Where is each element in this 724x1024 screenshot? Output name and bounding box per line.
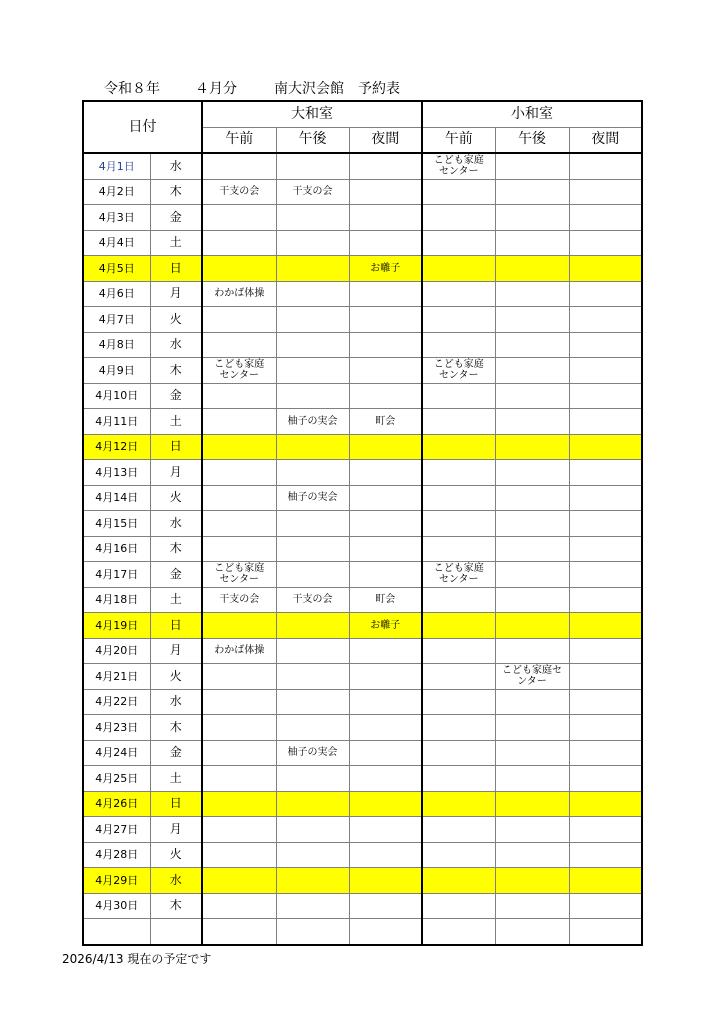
weekday-cell: 土 xyxy=(150,587,202,613)
weekday-cell: 月 xyxy=(150,460,202,486)
large-night-cell xyxy=(349,485,422,511)
large-am-cell xyxy=(202,842,276,868)
small-night-cell xyxy=(569,281,642,307)
large-am-cell xyxy=(202,664,276,690)
large-pm-cell xyxy=(276,281,349,307)
facility-title: 南大沢会館 予約表 xyxy=(274,81,400,97)
table-row xyxy=(83,434,642,460)
large-pm-cell xyxy=(276,511,349,537)
small-pm-cell xyxy=(495,689,569,715)
table-row xyxy=(83,383,642,409)
large-am-header: 午前 xyxy=(202,127,276,153)
table-row xyxy=(83,689,642,715)
small-pm-cell xyxy=(495,153,569,179)
large-pm-cell xyxy=(276,256,349,282)
small-night-cell xyxy=(569,791,642,817)
table-row xyxy=(83,511,642,537)
small-night-cell xyxy=(569,893,642,919)
footer-note: 2026/4/13 現在の予定です xyxy=(62,952,212,966)
large-am-cell xyxy=(202,205,276,231)
weekday-cell: 土 xyxy=(150,766,202,792)
large-am-cell: 干支の会 xyxy=(202,179,276,205)
small-am-cell xyxy=(422,689,495,715)
date-cell: 4月10日 xyxy=(83,383,150,409)
small-pm-cell xyxy=(495,511,569,537)
large-pm-cell xyxy=(276,638,349,664)
weekday-cell: 水 xyxy=(150,868,202,894)
small-pm-cell xyxy=(495,383,569,409)
table-row xyxy=(83,613,642,639)
table-row xyxy=(83,868,642,894)
small-pm-cell xyxy=(495,613,569,639)
large-night-cell xyxy=(349,434,422,460)
small-pm-cell xyxy=(495,638,569,664)
small-am-cell xyxy=(422,766,495,792)
large-am-cell: こども家庭 センター xyxy=(202,358,276,384)
small-night-cell xyxy=(569,842,642,868)
large-pm-cell xyxy=(276,562,349,588)
small-night-cell xyxy=(569,664,642,690)
small-night-cell xyxy=(569,153,642,179)
weekday-cell: 火 xyxy=(150,664,202,690)
date-cell: 4月12日 xyxy=(83,434,150,460)
large-night-cell: お囃子 xyxy=(349,613,422,639)
date-cell: 4月15日 xyxy=(83,511,150,537)
large-pm-cell xyxy=(276,664,349,690)
small-am-cell xyxy=(422,536,495,562)
weekday-cell: 日 xyxy=(150,791,202,817)
document-title xyxy=(0,78,724,100)
large-night-cell xyxy=(349,817,422,843)
reservation-table xyxy=(82,100,643,946)
small-am-cell xyxy=(422,842,495,868)
table-row xyxy=(83,409,642,435)
large-night-cell xyxy=(349,791,422,817)
large-am-cell: わかば体操 xyxy=(202,638,276,664)
date-cell: 4月22日 xyxy=(83,689,150,715)
large-pm-cell xyxy=(276,205,349,231)
table-row xyxy=(83,664,642,690)
weekday-cell: 金 xyxy=(150,740,202,766)
small-am-cell xyxy=(422,919,495,945)
large-night-cell xyxy=(349,383,422,409)
small-night-cell xyxy=(569,638,642,664)
table-row xyxy=(83,842,642,868)
large-night-cell: お囃子 xyxy=(349,256,422,282)
large-pm-cell xyxy=(276,919,349,945)
small-pm-cell xyxy=(495,791,569,817)
date-cell: 4月26日 xyxy=(83,791,150,817)
era-year: 令和８年 xyxy=(104,81,160,97)
weekday-cell: 月 xyxy=(150,638,202,664)
small-night-cell xyxy=(569,766,642,792)
large-am-cell xyxy=(202,893,276,919)
date-cell: 4月23日 xyxy=(83,715,150,741)
small-night-cell xyxy=(569,230,642,256)
weekday-cell: 木 xyxy=(150,358,202,384)
small-am-cell: こども家庭 センター xyxy=(422,358,495,384)
weekday-cell: 土 xyxy=(150,409,202,435)
small-am-cell xyxy=(422,791,495,817)
date-cell: 4月24日 xyxy=(83,740,150,766)
weekday-cell xyxy=(150,919,202,945)
weekday-cell: 日 xyxy=(150,434,202,460)
small-am-cell xyxy=(422,638,495,664)
small-night-cell xyxy=(569,562,642,588)
date-cell: 4月1日 xyxy=(83,153,150,179)
large-pm-cell xyxy=(276,307,349,333)
large-pm-cell xyxy=(276,817,349,843)
large-pm-cell xyxy=(276,383,349,409)
weekday-cell: 土 xyxy=(150,230,202,256)
large-pm-header: 午後 xyxy=(276,127,349,153)
small-am-cell xyxy=(422,664,495,690)
date-cell: 4月3日 xyxy=(83,205,150,231)
weekday-cell: 木 xyxy=(150,893,202,919)
weekday-cell: 火 xyxy=(150,485,202,511)
large-night-cell xyxy=(349,715,422,741)
small-night-cell xyxy=(569,587,642,613)
small-night-cell xyxy=(569,715,642,741)
large-night-cell xyxy=(349,868,422,894)
small-night-cell xyxy=(569,536,642,562)
large-pm-cell xyxy=(276,868,349,894)
large-am-cell: こども家庭 センター xyxy=(202,562,276,588)
small-night-cell xyxy=(569,460,642,486)
large-am-cell xyxy=(202,740,276,766)
large-pm-cell xyxy=(276,153,349,179)
large-am-cell xyxy=(202,715,276,741)
date-cell: 4月4日 xyxy=(83,230,150,256)
table-row xyxy=(83,485,642,511)
small-pm-cell xyxy=(495,230,569,256)
small-pm-cell xyxy=(495,485,569,511)
large-night-cell: 町会 xyxy=(349,409,422,435)
weekday-cell: 日 xyxy=(150,256,202,282)
small-pm-cell xyxy=(495,893,569,919)
small-am-cell xyxy=(422,715,495,741)
weekday-cell: 金 xyxy=(150,205,202,231)
table-row xyxy=(83,791,642,817)
large-night-cell xyxy=(349,179,422,205)
large-am-cell xyxy=(202,613,276,639)
small-pm-cell xyxy=(495,842,569,868)
large-pm-cell xyxy=(276,613,349,639)
date-cell: 4月5日 xyxy=(83,256,150,282)
date-cell: 4月20日 xyxy=(83,638,150,664)
small-am-cell xyxy=(422,613,495,639)
date-cell: 4月11日 xyxy=(83,409,150,435)
small-pm-cell xyxy=(495,536,569,562)
small-night-cell xyxy=(569,511,642,537)
large-night-cell xyxy=(349,153,422,179)
table-row xyxy=(83,715,642,741)
small-pm-cell xyxy=(495,434,569,460)
large-night-cell xyxy=(349,638,422,664)
small-night-header: 夜間 xyxy=(569,127,642,153)
large-am-cell xyxy=(202,434,276,460)
small-am-cell xyxy=(422,230,495,256)
table-row xyxy=(83,205,642,231)
table-row xyxy=(83,230,642,256)
table-row xyxy=(83,562,642,588)
small-pm-cell xyxy=(495,460,569,486)
small-pm-header: 午後 xyxy=(495,127,569,153)
small-am-cell xyxy=(422,868,495,894)
small-pm-cell xyxy=(495,205,569,231)
weekday-cell: 月 xyxy=(150,817,202,843)
small-am-header: 午前 xyxy=(422,127,495,153)
date-cell: 4月21日 xyxy=(83,664,150,690)
small-pm-cell xyxy=(495,332,569,358)
date-cell: 4月27日 xyxy=(83,817,150,843)
date-cell: 4月18日 xyxy=(83,587,150,613)
small-am-cell xyxy=(422,332,495,358)
table-row xyxy=(83,358,642,384)
small-pm-cell xyxy=(495,256,569,282)
small-night-cell xyxy=(569,179,642,205)
weekday-cell: 火 xyxy=(150,842,202,868)
small-pm-cell xyxy=(495,587,569,613)
table-row xyxy=(83,179,642,205)
large-night-cell xyxy=(349,562,422,588)
large-night-cell xyxy=(349,893,422,919)
date-cell: 4月17日 xyxy=(83,562,150,588)
small-am-cell xyxy=(422,460,495,486)
date-cell: 4月19日 xyxy=(83,613,150,639)
large-pm-cell xyxy=(276,460,349,486)
table-row xyxy=(83,256,642,282)
large-am-cell xyxy=(202,817,276,843)
large-night-cell xyxy=(349,460,422,486)
date-header: 日付 xyxy=(83,101,202,153)
large-am-cell xyxy=(202,307,276,333)
small-am-cell xyxy=(422,256,495,282)
large-night-cell xyxy=(349,919,422,945)
date-cell: 4月30日 xyxy=(83,893,150,919)
large-night-cell xyxy=(349,205,422,231)
small-pm-cell xyxy=(495,562,569,588)
large-pm-cell: 柚子の実会 xyxy=(276,409,349,435)
weekday-cell: 金 xyxy=(150,562,202,588)
small-pm-cell xyxy=(495,715,569,741)
month-label: ４月分 xyxy=(195,81,237,97)
large-pm-cell xyxy=(276,434,349,460)
large-am-cell xyxy=(202,153,276,179)
small-night-cell xyxy=(569,689,642,715)
small-am-cell xyxy=(422,485,495,511)
date-cell: 4月2日 xyxy=(83,179,150,205)
large-am-cell xyxy=(202,230,276,256)
large-night-cell xyxy=(349,536,422,562)
large-pm-cell: 柚子の実会 xyxy=(276,740,349,766)
small-am-cell: こども家庭 センター xyxy=(422,562,495,588)
weekday-cell: 木 xyxy=(150,715,202,741)
small-am-cell xyxy=(422,893,495,919)
large-night-cell xyxy=(349,740,422,766)
table-row xyxy=(83,638,642,664)
small-night-cell xyxy=(569,383,642,409)
date-cell: 4月16日 xyxy=(83,536,150,562)
large-am-cell xyxy=(202,791,276,817)
small-pm-cell xyxy=(495,179,569,205)
large-night-cell xyxy=(349,332,422,358)
date-cell: 4月28日 xyxy=(83,842,150,868)
small-pm-cell xyxy=(495,307,569,333)
small-night-cell xyxy=(569,434,642,460)
small-night-cell xyxy=(569,409,642,435)
small-am-cell xyxy=(422,205,495,231)
date-cell: 4月6日 xyxy=(83,281,150,307)
weekday-cell: 日 xyxy=(150,613,202,639)
large-am-cell xyxy=(202,766,276,792)
large-night-cell xyxy=(349,511,422,537)
small-night-cell xyxy=(569,205,642,231)
small-room-header: 小和室 xyxy=(422,101,642,127)
small-pm-cell xyxy=(495,817,569,843)
small-pm-cell xyxy=(495,919,569,945)
small-pm-cell xyxy=(495,868,569,894)
large-night-cell xyxy=(349,281,422,307)
large-pm-cell xyxy=(276,715,349,741)
large-am-cell: わかば体操 xyxy=(202,281,276,307)
small-pm-cell xyxy=(495,740,569,766)
small-night-cell xyxy=(569,817,642,843)
date-cell: 4月13日 xyxy=(83,460,150,486)
large-night-cell xyxy=(349,358,422,384)
large-pm-cell: 干支の会 xyxy=(276,179,349,205)
large-night-cell: 町会 xyxy=(349,587,422,613)
large-pm-cell xyxy=(276,766,349,792)
large-am-cell xyxy=(202,919,276,945)
large-night-header: 夜間 xyxy=(349,127,422,153)
small-night-cell xyxy=(569,485,642,511)
small-pm-cell: こども家庭セ ンター xyxy=(495,664,569,690)
table-row xyxy=(83,919,642,945)
small-pm-cell xyxy=(495,281,569,307)
large-night-cell xyxy=(349,230,422,256)
small-pm-cell xyxy=(495,358,569,384)
small-pm-cell xyxy=(495,766,569,792)
large-night-cell xyxy=(349,664,422,690)
table-row xyxy=(83,817,642,843)
large-room-header: 大和室 xyxy=(202,101,422,127)
small-am-cell xyxy=(422,307,495,333)
small-am-cell xyxy=(422,434,495,460)
weekday-cell: 金 xyxy=(150,383,202,409)
weekday-cell: 木 xyxy=(150,179,202,205)
large-am-cell xyxy=(202,409,276,435)
large-pm-cell xyxy=(276,230,349,256)
large-am-cell xyxy=(202,536,276,562)
table-row xyxy=(83,332,642,358)
large-pm-cell xyxy=(276,842,349,868)
small-am-cell xyxy=(422,587,495,613)
table-row xyxy=(83,893,642,919)
large-am-cell xyxy=(202,460,276,486)
date-cell: 4月25日 xyxy=(83,766,150,792)
weekday-cell: 水 xyxy=(150,153,202,179)
small-am-cell xyxy=(422,383,495,409)
large-pm-cell: 柚子の実会 xyxy=(276,485,349,511)
table-row xyxy=(83,587,642,613)
small-am-cell xyxy=(422,511,495,537)
table-row xyxy=(83,766,642,792)
large-night-cell xyxy=(349,766,422,792)
large-am-cell xyxy=(202,256,276,282)
large-am-cell xyxy=(202,689,276,715)
date-cell: 4月7日 xyxy=(83,307,150,333)
large-pm-cell xyxy=(276,358,349,384)
small-am-cell xyxy=(422,409,495,435)
date-cell: 4月9日 xyxy=(83,358,150,384)
large-am-cell xyxy=(202,868,276,894)
small-night-cell xyxy=(569,613,642,639)
large-am-cell xyxy=(202,511,276,537)
weekday-cell: 水 xyxy=(150,689,202,715)
small-am-cell xyxy=(422,281,495,307)
weekday-cell: 水 xyxy=(150,332,202,358)
date-cell xyxy=(83,919,150,945)
weekday-cell: 月 xyxy=(150,281,202,307)
small-am-cell xyxy=(422,179,495,205)
table-row xyxy=(83,460,642,486)
small-night-cell xyxy=(569,868,642,894)
large-pm-cell xyxy=(276,791,349,817)
large-pm-cell xyxy=(276,536,349,562)
table-row xyxy=(83,740,642,766)
large-pm-cell xyxy=(276,689,349,715)
small-night-cell xyxy=(569,740,642,766)
small-night-cell xyxy=(569,307,642,333)
weekday-cell: 木 xyxy=(150,536,202,562)
small-night-cell xyxy=(569,256,642,282)
large-night-cell xyxy=(349,307,422,333)
large-pm-cell: 干支の会 xyxy=(276,587,349,613)
schedule-rows xyxy=(83,153,642,945)
date-cell: 4月8日 xyxy=(83,332,150,358)
date-cell: 4月29日 xyxy=(83,868,150,894)
large-pm-cell xyxy=(276,332,349,358)
small-am-cell xyxy=(422,740,495,766)
large-am-cell: 干支の会 xyxy=(202,587,276,613)
weekday-cell: 火 xyxy=(150,307,202,333)
table-row xyxy=(83,153,642,179)
large-am-cell xyxy=(202,383,276,409)
table-row xyxy=(83,307,642,333)
large-am-cell xyxy=(202,332,276,358)
small-night-cell xyxy=(569,919,642,945)
small-am-cell: こども家庭 センター xyxy=(422,153,495,179)
date-cell: 4月14日 xyxy=(83,485,150,511)
large-am-cell xyxy=(202,485,276,511)
large-night-cell xyxy=(349,689,422,715)
table-row xyxy=(83,536,642,562)
large-pm-cell xyxy=(276,893,349,919)
weekday-cell: 水 xyxy=(150,511,202,537)
large-night-cell xyxy=(349,842,422,868)
small-night-cell xyxy=(569,332,642,358)
small-pm-cell xyxy=(495,409,569,435)
small-am-cell xyxy=(422,817,495,843)
small-night-cell xyxy=(569,358,642,384)
table-row xyxy=(83,281,642,307)
